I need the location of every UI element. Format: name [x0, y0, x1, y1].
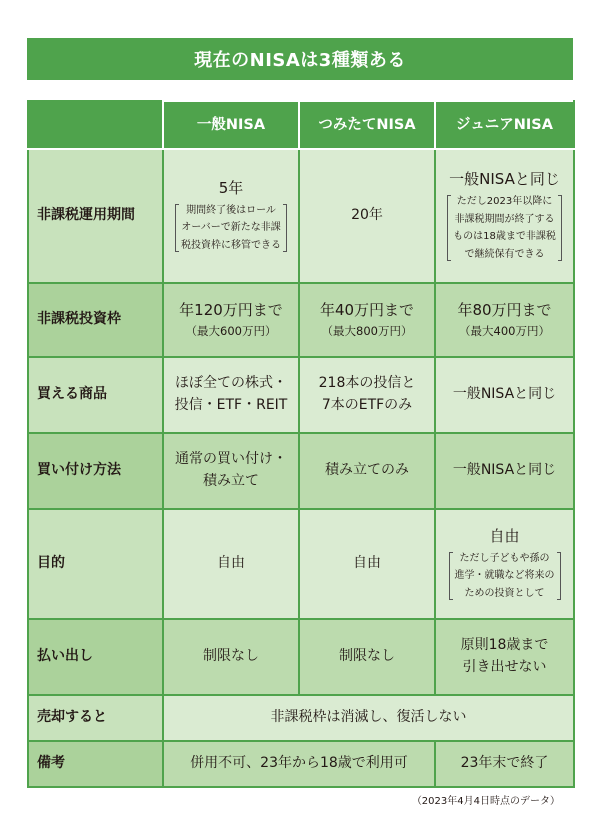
note-line: で継続保有できる: [464, 248, 545, 260]
column-header-junior: ジュニアNISA: [435, 101, 574, 149]
cell-products-tsumitate: [299, 357, 435, 433]
cell-withdraw-general: 制限なし: [163, 619, 299, 695]
cell-remarks-general-tsumitate: 併用不可、23年から18歳で利用可: [163, 741, 435, 787]
cell-method-junior: 一般NISAと同じ: [435, 433, 574, 509]
text-line: 通常の買い付け・: [175, 451, 287, 468]
text-line: 原則18歳まで: [460, 637, 549, 654]
limit-junior-sub: （最大400万円）: [459, 323, 550, 338]
row-label-purpose: 目的: [28, 509, 163, 619]
note-line: オーバーで新たな非課: [181, 222, 281, 234]
cell-purpose-general: 自由: [163, 509, 299, 619]
text-line: 7本のETFのみ: [321, 397, 413, 413]
text-line: 218本の投信と: [318, 375, 416, 392]
limit-general-sub: （最大600万円）: [185, 323, 277, 338]
limit-junior-main: 年80万円まで: [457, 301, 552, 320]
note-line: ただし子どもや孫の: [459, 552, 550, 564]
row-label-remarks: 備考: [28, 741, 163, 787]
footnote: （2023年4月4日時点のデータ）: [411, 796, 560, 807]
column-header-tsumitate: つみたてNISA: [299, 101, 435, 149]
note-line: 進学・就職など将来の: [454, 570, 555, 582]
limit-general-main: 年120万円まで: [179, 301, 283, 320]
row-withdraw: [28, 619, 574, 695]
period-junior-main: 一般NISAと同じ: [449, 169, 560, 188]
cell-products-general: [163, 357, 299, 433]
cell-limit-tsumitate: [299, 283, 435, 357]
row-method: [28, 433, 574, 509]
cell-period-junior: [435, 149, 574, 283]
cell-method-tsumitate: 積み立てのみ: [299, 433, 435, 509]
note-line: ための投資として: [464, 587, 545, 599]
cell-period-tsumitate: 20年: [299, 149, 435, 283]
cell-products-junior: 一般NISAと同じ: [435, 357, 574, 433]
text-line: 引き出せない: [462, 659, 547, 675]
purpose-junior-note: [450, 550, 560, 603]
row-sale: [28, 695, 574, 741]
period-general-note: [176, 202, 286, 255]
cell-limit-general: [163, 283, 299, 357]
row-label-products: 買える商品: [28, 357, 163, 433]
cell-withdraw-junior: [435, 619, 574, 695]
cell-purpose-tsumitate: 自由: [299, 509, 435, 619]
period-junior-note: [448, 193, 561, 263]
period-general-main: 5年: [218, 178, 244, 197]
header-corner-cell: [28, 101, 163, 149]
nisa-comparison-table: [27, 100, 575, 788]
note-line: 非課税期間が終了する: [454, 213, 555, 225]
row-products: [28, 357, 574, 433]
column-header-general: 一般NISA: [163, 101, 299, 149]
cell-remarks-junior: 23年末で終了: [435, 741, 574, 787]
row-label-period: 非課税運用期間: [28, 149, 163, 283]
note-line: 税投資枠に移管できる: [181, 239, 281, 251]
limit-tsumitate-sub: （最大800万円）: [321, 323, 413, 338]
limit-tsumitate-main: 年40万円まで: [319, 301, 415, 320]
row-purpose: [28, 509, 574, 619]
cell-limit-junior: [435, 283, 574, 357]
row-label-method: 買い付け方法: [28, 433, 163, 509]
purpose-junior-main: 自由: [489, 526, 520, 545]
text-line: 投信・ETF・REIT: [174, 397, 288, 413]
row-period: [28, 149, 574, 283]
row-label-withdraw: 払い出し: [28, 619, 163, 695]
row-label-limit: 非課税投資枠: [28, 283, 163, 357]
row-remarks: [28, 741, 574, 787]
cell-withdraw-tsumitate: 制限なし: [299, 619, 435, 695]
note-line: ただし2023年以降に: [456, 196, 553, 208]
row-label-sale: 売却すると: [28, 695, 163, 741]
page-title: 現在のNISAは3種類ある: [27, 38, 573, 80]
text-line: 積み立て: [203, 473, 259, 489]
text-line: ほぼ全ての株式・: [175, 375, 287, 392]
cell-method-general: [163, 433, 299, 509]
note-line: 期間終了後はロール: [186, 204, 276, 216]
cell-sale-all: 非課税枠は消滅し、復活しない: [163, 695, 574, 741]
header-row: [28, 101, 574, 149]
cell-period-general: [163, 149, 299, 283]
row-limit: [28, 283, 574, 357]
cell-purpose-junior: [435, 509, 574, 619]
note-line: ものは18歳まで非課税: [453, 231, 556, 243]
